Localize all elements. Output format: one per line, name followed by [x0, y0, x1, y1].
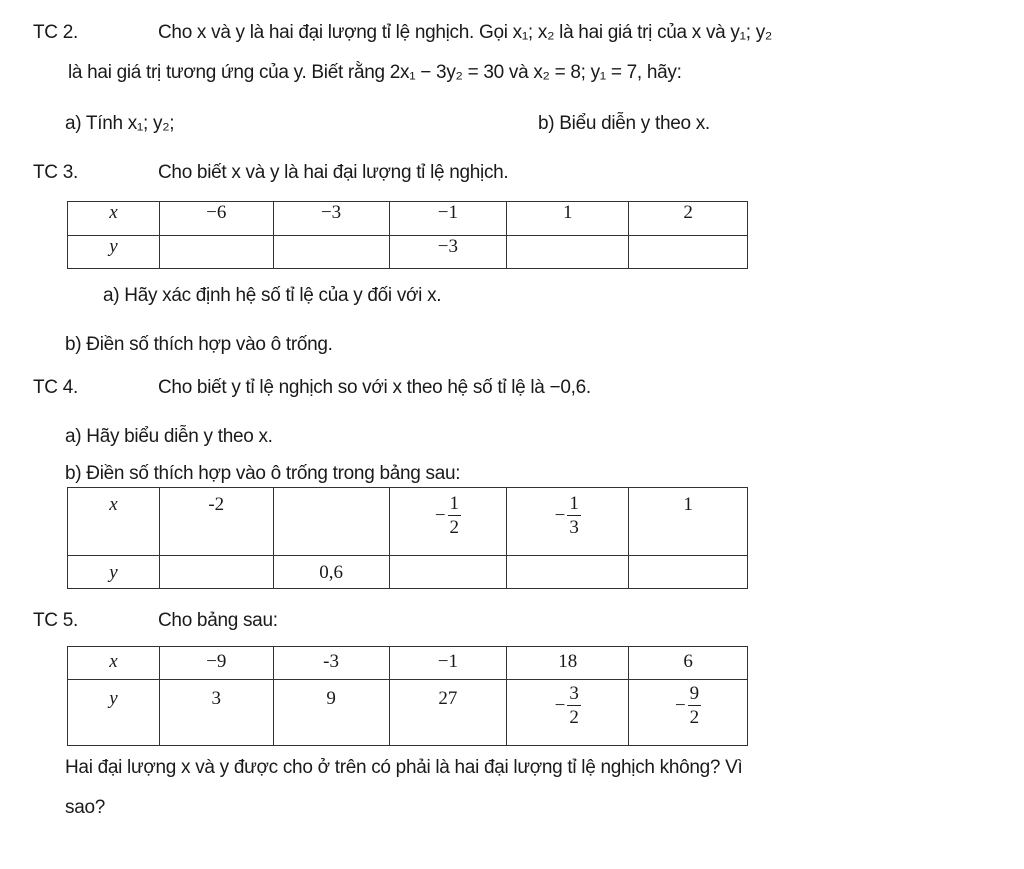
fraction: − $\frac{9}{2}$	[674, 683, 700, 728]
fraction: − $\frac{1}{3}$	[554, 493, 579, 538]
tc3-x-cell: −3	[273, 202, 389, 236]
tc2-intro: Cho x và y là hai đại lượng tỉ lệ nghịch. Gọi x₁; x₂ là hai giá trị của x và y₁; y₂	[158, 22, 772, 43]
tc3-y-cell: −3	[389, 236, 507, 269]
tc4-x-cell	[389, 488, 507, 556]
tc4-y-cell	[507, 556, 629, 589]
tc3-label: TC 3.	[33, 162, 78, 183]
tc5-x-cell: 18	[507, 647, 629, 680]
tc4-table	[67, 487, 748, 589]
tc3-y-label: y	[68, 236, 160, 269]
tc5-question-line2: sao?	[65, 797, 106, 818]
tc2-label: TC 2.	[33, 22, 78, 43]
tc3-x-cell: −6	[159, 202, 273, 236]
tc5-y-cell: 3	[159, 680, 273, 746]
tc4-y-cell	[629, 556, 748, 589]
tc3-y-cell	[273, 236, 389, 269]
tc2-part-a: a) Tính x₁; y₂;	[65, 113, 175, 134]
tc4-x-cell: -2	[159, 488, 273, 556]
tc3-part-a: a) Hãy xác định hệ số tỉ lệ của y đối với x.	[103, 285, 442, 306]
fraction: − $\frac{1}{2}$	[434, 493, 460, 538]
tc3-intro: Cho biết x và y là hai đại lượng tỉ lệ nghịch.	[158, 162, 509, 183]
tc3-x-label: x	[68, 202, 160, 236]
tc3-y-cell	[507, 236, 629, 269]
tc3-x-cell: 2	[629, 202, 748, 236]
tc5-y-cell	[629, 680, 748, 746]
tc5-x-cell: −1	[389, 647, 507, 680]
tc3-x-cell: 1	[507, 202, 629, 236]
tc3-table	[67, 201, 748, 269]
tc5-x-cell: −9	[159, 647, 273, 680]
tc3-y-cell	[159, 236, 273, 269]
tc5-y-cell	[507, 680, 629, 746]
tc4-intro: Cho biết y tỉ lệ nghịch so với x theo hệ số tỉ lệ là −0,6.	[158, 377, 591, 398]
fraction: − $\frac{3}{2}$	[554, 683, 579, 728]
tc5-table	[67, 646, 748, 746]
tc4-y-cell: 0,6	[273, 556, 389, 589]
tc2-line2: là hai giá trị tương ứng của y. Biết rằng 2x₁ − 3y₂ = 30 và x₂ = 8; y₁ = 7, hãy:	[68, 62, 682, 83]
tc4-x-cell: 1	[629, 488, 748, 556]
tc3-part-b: b) Điền số thích hợp vào ô trống.	[65, 334, 333, 355]
tc3-y-cell	[629, 236, 748, 269]
tc3-x-cell: −1	[389, 202, 507, 236]
tc5-intro: Cho bảng sau:	[158, 610, 278, 631]
tc4-x-cell	[273, 488, 389, 556]
tc4-part-a: a) Hãy biểu diễn y theo x.	[65, 426, 273, 447]
tc5-question-line1: Hai đại lượng x và y được cho ở trên có phải là hai đại lượng tỉ lệ nghịch không? Vì	[65, 757, 743, 778]
tc2-part-b: b) Biểu diễn y theo x.	[538, 113, 710, 134]
tc5-y-cell: 9	[273, 680, 389, 746]
tc5-x-cell: 6	[629, 647, 748, 680]
tc4-y-cell	[389, 556, 507, 589]
tc4-label: TC 4.	[33, 377, 78, 398]
tc4-x-cell	[507, 488, 629, 556]
tc5-x-label: x	[68, 647, 160, 680]
tc5-y-label: y	[68, 680, 160, 746]
tc5-x-cell: -3	[273, 647, 389, 680]
tc4-x-label: x	[68, 488, 160, 556]
tc4-part-b: b) Điền số thích hợp vào ô trống trong bảng sau:	[65, 463, 461, 484]
tc4-y-cell	[159, 556, 273, 589]
tc5-label: TC 5.	[33, 610, 78, 631]
tc5-y-cell: 27	[389, 680, 507, 746]
tc4-y-label: y	[68, 556, 160, 589]
